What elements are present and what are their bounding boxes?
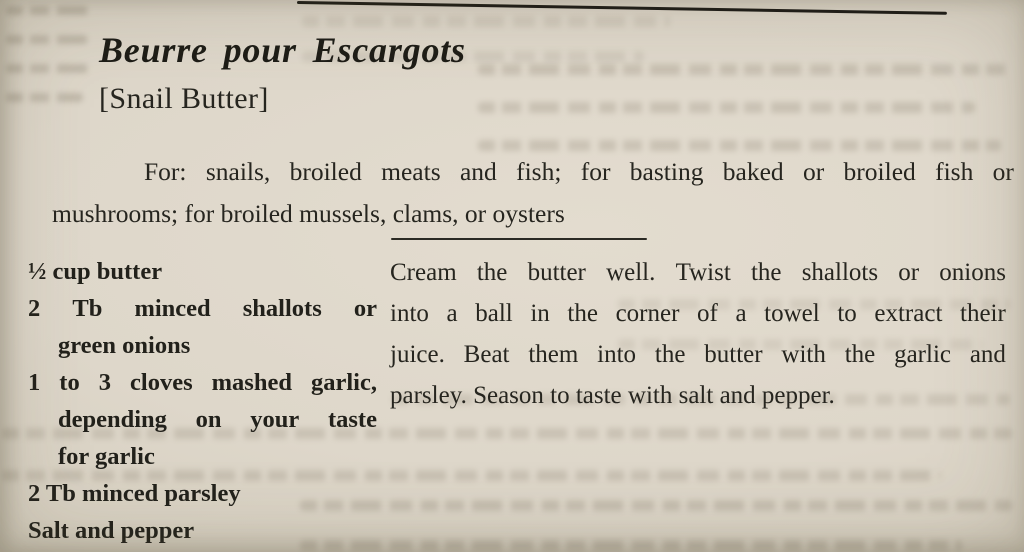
text-line: juice. Beat them into the butter with the garlic and: [390, 341, 1006, 368]
ingredient-item: [28, 475, 377, 512]
text-line: mushrooms; for broiled mussels, clams, or oysters: [52, 199, 565, 228]
text-line: green onions: [58, 332, 191, 359]
ingredient-item: [28, 364, 377, 475]
ingredient-item: [28, 512, 377, 549]
ingredient-item: [28, 253, 377, 290]
showthrough-text: [478, 64, 1012, 151]
showthrough-text: [300, 500, 1012, 551]
text-line: 2 Tb minced parsley: [28, 480, 241, 507]
section-divider-rule: [391, 238, 647, 240]
showthrough-text: [6, 6, 94, 102]
text-line: 1 to 3 cloves mashed garlic,: [28, 369, 377, 396]
ingredient-item: [28, 290, 377, 364]
method-paragraph: [390, 252, 1006, 416]
page-top-rule: [297, 1, 947, 15]
text-line: Salt and pepper: [28, 517, 195, 544]
ingredients-list: [28, 253, 377, 549]
recipe-uses-paragraph: [52, 151, 1014, 235]
text-line: into a ball in the corner of a towel to extract their: [390, 300, 1006, 327]
text-line: For: snails, broiled meats and fish; for basting baked or broiled fish or: [144, 157, 1014, 186]
text-line: Cream the butter well. Twist the shallots or onions: [390, 259, 1006, 286]
text-line: depending on your taste: [58, 406, 377, 433]
text-line: 2 Tb minced shallots or: [28, 295, 377, 322]
text-line: ½ cup butter: [28, 258, 163, 285]
recipe-title: Beurre pour Escargots: [99, 30, 466, 70]
text-line: parsley. Season to taste with salt and pepper.: [390, 382, 835, 409]
text-line: for garlic: [58, 443, 155, 470]
recipe-subtitle: [Snail Butter]: [99, 82, 269, 115]
